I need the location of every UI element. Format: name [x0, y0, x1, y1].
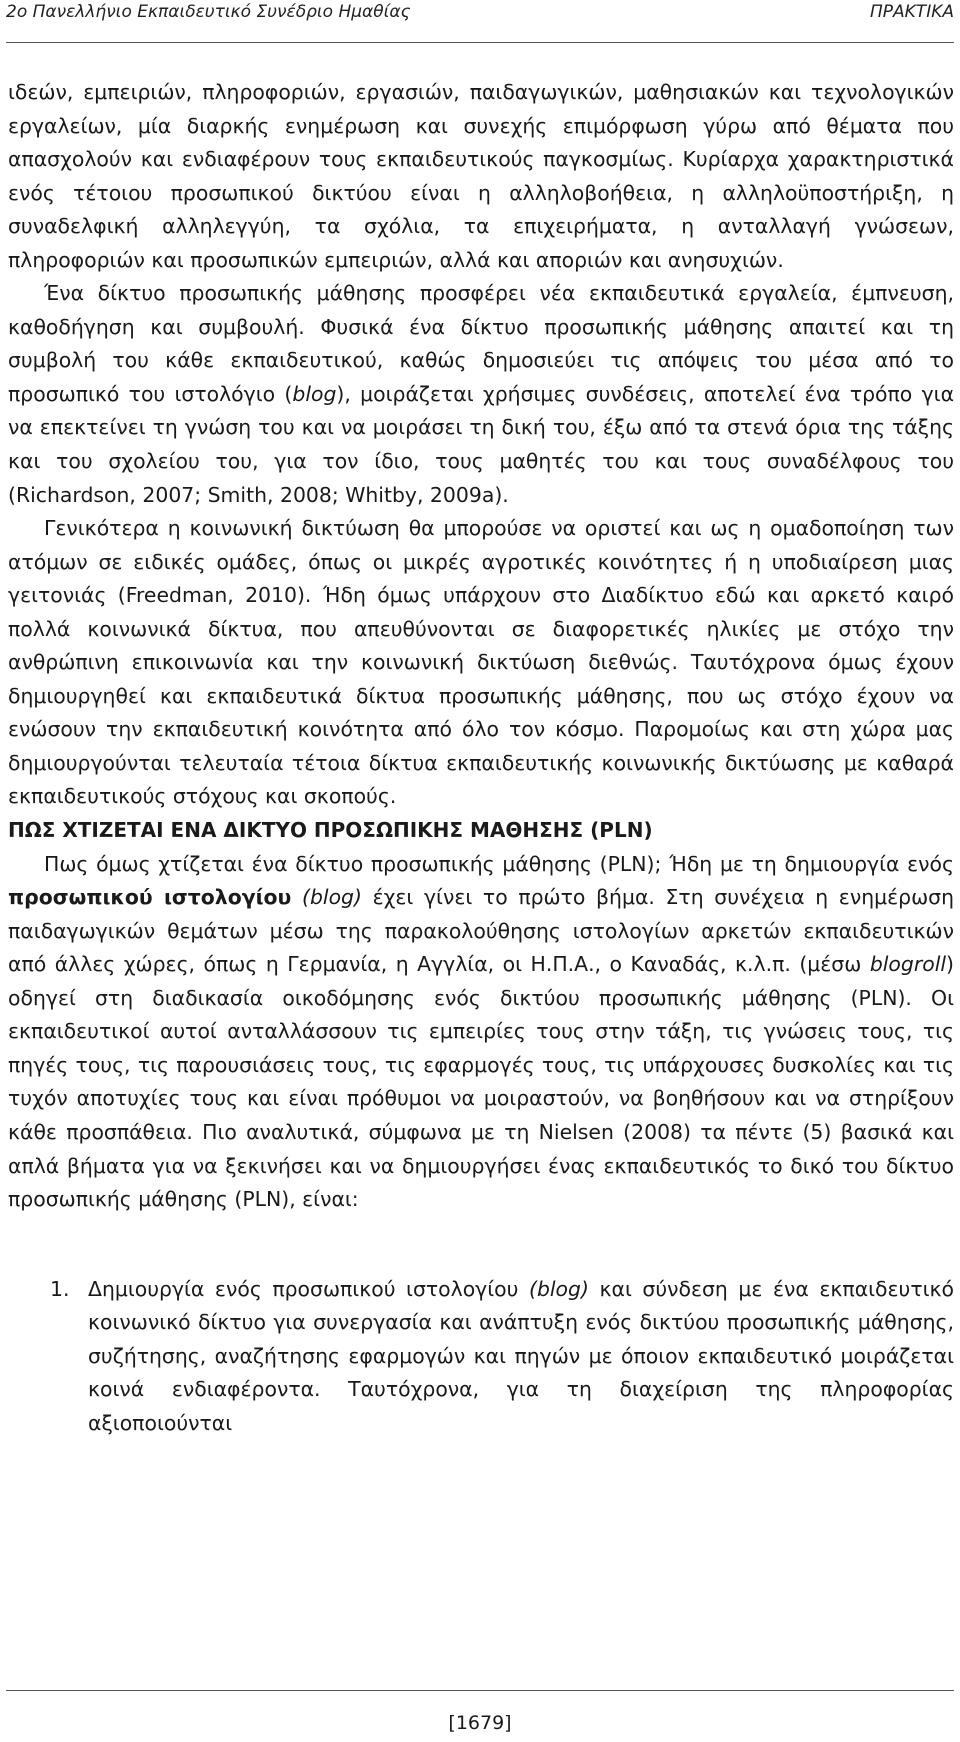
section-text-a: Πως όμως χτίζεται ένα δίκτυο προσωπικής μάθησης (PLN); Ήδη με τη δημιουργία ενός — [44, 851, 954, 876]
paragraph-2 — [8, 277, 954, 512]
list-item-blog-term: (blog) — [528, 1276, 589, 1301]
paragraph-2-text-b: ), μοιράζεται χρήσιμες συνδέσεις, αποτελεί ένα τρόπο για να επεκτείνει τη γνώση του και να μοιράσει τη δική του, έξω από τα στενά όρια της τάξης και του σχολείου του, για τον ίδιο, τους μαθητές του και τους συναδέλφους του (Richardson, 2007; Smith, 2008; Whitby, 2009a). — [8, 381, 955, 507]
section-bold-term: προσωπικού ιστολογίου — [8, 885, 292, 910]
section-text-c: έχει γίνει το πρώτο βήμα. Στη συνέχεια η ενημέρωση παιδαγωγικών θεμάτων μέσω της παρακολούθησης ιστολογίων αρκετών εκπαιδευτικών από άλλες χώρες, όπως η Γερμανία, η Αγγλία, οι Η.Π.Α., ο Καναδάς, κ.λ.π. (μέσω — [8, 885, 954, 977]
section-blog-term: (blog) — [302, 885, 362, 910]
section-blogroll-term: blogroll — [869, 952, 947, 977]
header-divider — [6, 42, 954, 43]
page-number: [1679] — [448, 1712, 512, 1734]
footer-divider — [6, 1690, 954, 1691]
section-text-d: ) οδηγεί στη διαδικασία οικοδόμησης ενός δικτύου προσωπικής μάθησης (PLN). Οι εκπαιδευτικοί αυτοί ανταλλάσσουν τις εμπειρίες τους στην τάξη, τις γνώσεις τους, τις πηγές τους, τις παρουσιάσεις τους, τις εφαρμογές τους, τις υπάρχουσες δυσκολίες και τις τυχόν αποτυχίες τους και είναι πρόθυμοι να μοιραστούν, να βοηθήσουν και να στηρίξουν κάθε προσπάθεια. Πιο αναλυτικά, σύμφωνα με τη Nielsen (2008) τα πέντε (5) βασικά και απλά βήματα για να ξεκινήσει και να δημιουργήσει ένας εκπαιδευτικός το δικό του δίκτυο προσωπικής μάθησης (PLN), είναι: — [8, 952, 954, 1212]
conference-title: 2ο Πανελλήνιο Εκπαιδευτικό Συνέδριο Ημαθίας — [6, 2, 411, 22]
section-heading: ΠΩΣ ΧΤΙΖΕΤΑΙ ΕΝΑ ΔΙΚΤΥΟ ΠΡΟΣΩΠΙΚΗΣ ΜΑΘΗΣΗΣ (PLN) — [8, 818, 653, 843]
list-item-text-a: Δημιουργία ενός προσωπικού ιστολογίου — [88, 1276, 529, 1301]
main-text — [8, 76, 954, 1440]
section-paragraph — [8, 848, 954, 1217]
page-header — [6, 0, 954, 36]
section-label: ΠΡΑΚΤΙΚΑ — [870, 2, 954, 22]
list-item-text-b: και σύνδεση με ένα εκπαιδευτικό κοινωνικό δίκτυο για συνεργασία και ανάπτυξη ενός δικτύου προσωπικής μάθησης, συζήτησης, αναζήτησης εφαρμογών και πηγών με όποιον εκπαιδευτικό μοιράζεται κοινά ενδιαφέροντα. Ταυτόχρονα, για τη διαχείριση της πληροφορίας αξιοποιούνται — [88, 1276, 954, 1435]
paragraph-2-text-a: Ένα δίκτυο προσωπικής μάθησης προσφέρει νέα εκπαιδευτικά εργαλεία, έμπνευση, καθοδήγηση και συμβουλή. Φυσικά ένα δίκτυο προσωπικής μάθησης απαιτεί και τη συμβολή του κάθε εκπαιδευτικού, καθώς δημοσιεύει τις απόψεις του μέσα από το προσωπικό του ιστολόγιο ( — [8, 281, 954, 406]
section-text-b — [291, 885, 302, 909]
paragraph-2-blog-term: blog — [292, 381, 337, 406]
paragraph-3: Γενικότερα η κοινωνική δικτύωση θα μπορούσε να οριστεί και ως η ομαδοποίηση των ατόμων σε ειδικές ομάδες, όπως οι μικρές αγροτικές κοινότητες ή η υποδιαίρεση μιας γειτονιάς (Freedman, 2010). Ήδη όμως υπάρχουν στο Διαδίκτυο εδώ και αρκετό καιρό πολλά κοινωνικά δίκτυα, που απευθύνονται σε διαφορετικές ηλικίες με στόχο την ανθρώπινη επικοινωνία και την κοινωνική δικτύωση διεθνώς. Ταυτόχρονα όμως έχουν δημιουργηθεί και εκπαιδευτικά δίκτυα προσωπικής μάθησης, που ως στόχο έχουν να ενώσουν την εκπαιδευτική κοινότητα από όλο τον κόσμο. Παρομοίως και στη χώρα μας δημιουργούνται τελευταία τέτοια δίκτυα εκπαιδευτικής κοινωνικής δικτύωσης με καθαρά εκπαιδευτικούς στόχους και σκοπούς. — [8, 516, 954, 809]
steps-list — [8, 1273, 954, 1441]
list-item — [8, 1273, 954, 1441]
paragraph-1: ιδεών, εμπειριών, πληροφοριών, εργασιών, παιδαγωγικών, μαθησιακών και τεχνολογικών εργαλείων, μία διαρκής ενημέρωση και συνεχής επιμόρφωση γύρω από θέματα που απασχολούν και ενδιαφέρουν τους εκπαιδευτικούς παγκοσμίως. Κυρίαρχα χαρακτηριστικά ενός τέτοιου προσωπικού δικτύου είναι η αλληλοβοήθεια, η αλληλοϋποστήριξη, η συναδελφική αλληλεγγύη, τα σχόλια, τα επιχειρήματα, η ανταλλαγή γνώσεων, πληροφοριών και προσωπικών εμπειριών, αλλά και αποριών και ανησυχιών. — [8, 80, 954, 272]
list-item-number: 1. — [50, 1276, 70, 1301]
